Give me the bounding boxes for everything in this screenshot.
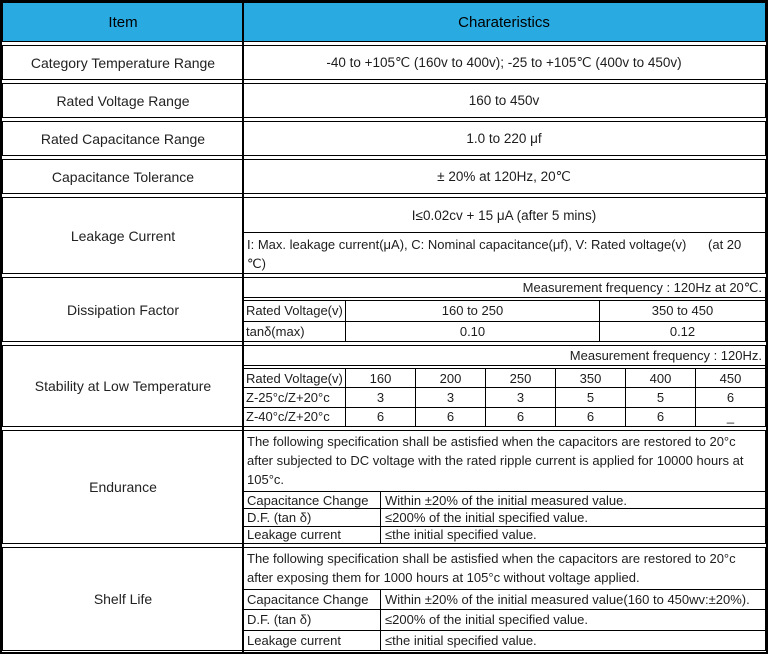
item-column-header: Item bbox=[108, 13, 138, 31]
leakage-current-label: Leakage Current bbox=[70, 227, 176, 244]
stability-low-temperature-label: Stability at Low Temperature bbox=[34, 378, 212, 394]
leakage-current-note bbox=[243, 233, 765, 273]
endurance-df-spec: ≤200% of the initial specified value. bbox=[385, 509, 588, 525]
shelf-df-name: D.F. (tan δ) bbox=[243, 610, 381, 629]
stability-z25-row-label: Z-25°c/Z+20°c bbox=[243, 388, 346, 406]
stability-voltage-row bbox=[243, 368, 765, 387]
shelf-leakage-row bbox=[243, 630, 765, 650]
shelf-df-row bbox=[243, 609, 765, 629]
shelf-life-intro-line1: The following specification shall be astisfied when the capacitors are restored to 20°c bbox=[247, 551, 736, 566]
dissipation-factor-label: Dissipation Factor bbox=[66, 301, 180, 318]
dissipation-tan-row bbox=[243, 321, 765, 342]
endurance-capacitance-change-row bbox=[243, 492, 765, 508]
endurance-leakage-name: Leakage current bbox=[243, 527, 381, 543]
characteristics-column-header: Charateristics bbox=[458, 13, 550, 31]
dissipation-frequency-note: Measurement frequency : 120Hz at 20℃. bbox=[243, 278, 765, 298]
category-temperature-range-label: Category Temperature Range bbox=[30, 54, 216, 71]
row-leakage-current bbox=[2, 197, 766, 274]
endurance-capacitance-change-name: Capacitance Change bbox=[243, 492, 381, 508]
dissipation-voltage-range-1: 160 to 250 bbox=[346, 301, 600, 321]
stability-z40-value-2: 6 bbox=[416, 408, 486, 426]
capacitance-tolerance-value: ± 20% at 120Hz, 20℃ bbox=[437, 168, 571, 184]
endurance-intro-line3: 105°c. bbox=[247, 472, 285, 487]
endurance-leakage-spec: ≤the initial specified value. bbox=[385, 527, 537, 543]
rated-voltage-range-label: Rated Voltage Range bbox=[56, 92, 190, 109]
item-characteristics-divider bbox=[242, 2, 244, 652]
shelf-life-intro bbox=[243, 548, 765, 590]
stability-z25-value-5: 5 bbox=[626, 388, 696, 406]
dissipation-voltage-row-label: Rated Voltage(v) bbox=[243, 301, 346, 321]
stability-voltage-400: 400 bbox=[626, 369, 696, 387]
stability-frequency-note: Measurement frequency : 120Hz. bbox=[243, 346, 765, 366]
leakage-current-note-line1: I: Max. leakage current(μA), C: Nominal capacitance(μf), V: Rated voltage(v) (at 20 bbox=[247, 237, 742, 252]
shelf-df-spec: ≤200% of the initial specified value. bbox=[385, 612, 588, 628]
row-shelf-life bbox=[2, 547, 766, 651]
shelf-leakage-spec: ≤the initial specified value. bbox=[385, 632, 537, 648]
row-capacitance-tolerance bbox=[2, 159, 766, 194]
stability-z25-value-6: 6 bbox=[726, 389, 735, 405]
stability-z40-value-3: 6 bbox=[486, 408, 556, 426]
row-endurance bbox=[2, 430, 766, 544]
stability-z40-row-label: Z-40°c/Z+20°c bbox=[243, 408, 346, 426]
table-header-row bbox=[2, 2, 766, 42]
endurance-df-row bbox=[243, 508, 765, 525]
leakage-current-note-line2: ℃) bbox=[247, 256, 266, 271]
endurance-leakage-row bbox=[243, 526, 765, 543]
dissipation-voltage-range-2: 350 to 450 bbox=[651, 303, 714, 319]
endurance-label: Endurance bbox=[89, 479, 157, 495]
endurance-intro bbox=[243, 431, 765, 492]
stability-z25-value-2: 3 bbox=[416, 388, 486, 406]
stability-z25-value-4: 5 bbox=[556, 388, 626, 406]
shelf-life-label: Shelf Life bbox=[93, 591, 153, 607]
stability-z40-value-5: 6 bbox=[626, 408, 696, 426]
shelf-leakage-name: Leakage current bbox=[243, 631, 381, 650]
shelf-capacitance-change-row bbox=[243, 590, 765, 609]
endurance-intro-line1: The following specification shall be astisfied when the capacitors are restored to 20°c bbox=[247, 434, 736, 449]
row-rated-capacitance-range bbox=[2, 121, 766, 156]
leakage-current-formula: I≤0.02cv + 15 μA (after 5 mins) bbox=[243, 198, 765, 233]
stability-z25-row bbox=[243, 387, 765, 406]
shelf-life-intro-line2: after exposing them for 1000 hours at 105°c without voltage applied. bbox=[247, 570, 640, 585]
dissipation-voltage-row bbox=[243, 300, 765, 321]
stability-z25-value-1: 3 bbox=[346, 388, 416, 406]
stability-voltage-450: 450 bbox=[719, 370, 742, 386]
row-rated-voltage-range bbox=[2, 83, 766, 118]
endurance-intro-line2: after subjected to DC voltage with the rated ripple current is applied for 10000 hours at bbox=[247, 453, 744, 468]
stability-voltage-200: 200 bbox=[416, 369, 486, 387]
rated-voltage-range-value: 160 to 450v bbox=[468, 93, 540, 108]
endurance-df-name: D.F. (tan δ) bbox=[243, 509, 381, 525]
dissipation-tan-value-1: 0.10 bbox=[346, 322, 600, 342]
rated-capacitance-range-value: 1.0 to 220 μf bbox=[466, 131, 542, 146]
stability-voltage-250: 250 bbox=[486, 369, 556, 387]
capacitance-tolerance-label: Capacitance Tolerance bbox=[51, 168, 195, 185]
stability-z40-row bbox=[243, 407, 765, 426]
stability-z40-value-6: _ bbox=[726, 409, 735, 425]
stability-z40-value-1: 6 bbox=[346, 408, 416, 426]
stability-z40-value-4: 6 bbox=[556, 408, 626, 426]
stability-z25-value-3: 3 bbox=[486, 388, 556, 406]
row-stability-low-temperature bbox=[2, 345, 766, 427]
endurance-capacitance-change-spec: Within ±20% of the initial measured value. bbox=[385, 492, 627, 508]
shelf-capacitance-change-name: Capacitance Change bbox=[243, 590, 381, 609]
dissipation-tan-value-2: 0.12 bbox=[669, 323, 696, 339]
stability-voltage-350: 350 bbox=[556, 369, 626, 387]
dissipation-tan-row-label: tanδ(max) bbox=[243, 322, 346, 342]
shelf-capacitance-change-spec: Within ±20% of the initial measured value(160 to 450wv:±20%). bbox=[385, 592, 750, 608]
row-category-temperature-range bbox=[2, 45, 766, 80]
stability-voltage-160: 160 bbox=[346, 369, 416, 387]
rated-capacitance-range-label: Rated Capacitance Range bbox=[40, 130, 206, 147]
stability-voltage-row-label: Rated Voltage(v) bbox=[243, 369, 346, 387]
row-dissipation-factor bbox=[2, 277, 766, 342]
category-temperature-range-value: -40 to +105℃ (160v to 400v); -25 to +105℃ (400v to 450v) bbox=[326, 54, 682, 70]
